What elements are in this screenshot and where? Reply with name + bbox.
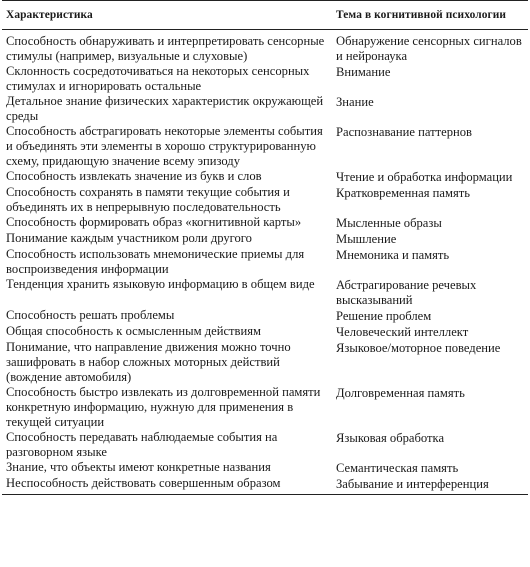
table-row: [2, 124, 528, 169]
cell-topic: Чтение и обработка информации: [336, 170, 513, 184]
header-row: [2, 1, 528, 30]
cell-topic: Мысленные образы: [336, 216, 442, 230]
table-row: [2, 30, 528, 65]
table-row: [2, 476, 528, 495]
cell-topic: Языковое/моторное поведение: [336, 341, 501, 355]
header-topic: Тема в когнитивной психологии: [332, 1, 528, 30]
cell-topic: Языковая обработка: [336, 431, 445, 445]
cell-characteristic: Способность передавать наблюдаемые события на разговорном языке: [6, 430, 278, 459]
cell-topic: Семантическая память: [336, 461, 459, 475]
table-row: [2, 185, 528, 215]
table-row: [2, 277, 528, 308]
cell-topic: Абстрагирование речевых высказываний: [336, 278, 477, 307]
table-row: [2, 385, 528, 430]
cell-characteristic: Способность извлекать значение из букв и слов: [6, 169, 262, 183]
cell-topic: Мышление: [336, 232, 397, 246]
table-row: [2, 64, 528, 94]
table-row: [2, 430, 528, 460]
cell-characteristic: Способность обнаруживать и интерпретировать сенсорные стимулы (например, визуальные и слуховые): [6, 34, 325, 63]
cell-characteristic: Способность формировать образ «когнитивной карты»: [6, 215, 302, 229]
cell-characteristic: Способность быстро извлекать из долговременной памяти конкретную информацию, нужную для применения в текущей ситуации: [6, 385, 321, 429]
cell-characteristic: Детальное знание физических характеристик окружающей среды: [6, 94, 324, 123]
cell-characteristic: Знание, что объекты имеют конкретные названия: [6, 460, 271, 474]
table-header: [2, 1, 528, 30]
cell-topic: Решение проблем: [336, 309, 432, 323]
cell-topic: Забывание и интерференция: [332, 476, 528, 495]
cell-characteristic: Способность абстрагировать некоторые элементы события и объединять эти элементы в хорошо структурированную схему, придающую значение всему эпизоду: [6, 124, 323, 168]
cell-characteristic: Склонность сосредоточиваться на некоторых сенсорных стимулах и игнорировать остальные: [6, 64, 310, 93]
table-row: [2, 169, 528, 185]
cell-topic: Знание: [336, 95, 374, 109]
cell-topic: Внимание: [336, 65, 391, 79]
cell-characteristic: Тенденция хранить языковую информацию в общем виде: [6, 277, 315, 291]
cell-characteristic: Неспособность действовать совершенным образом: [2, 476, 332, 495]
cell-characteristic: Понимание каждым участником роли другого: [6, 231, 252, 245]
table-row: [2, 340, 528, 385]
table-body: [2, 30, 528, 495]
cell-characteristic: Понимание, что направление движения можно точно зашифровать в набор сложных моторных действий (вождение автомобиля): [6, 340, 291, 384]
cell-topic: Кратковременная память: [336, 186, 470, 200]
table-row: [2, 215, 528, 231]
table-row: [2, 247, 528, 277]
cell-topic: Мнемоника и память: [336, 248, 450, 262]
table-row: [2, 94, 528, 124]
table-row: [2, 460, 528, 476]
table-row: [2, 231, 528, 247]
cell-characteristic: Способность использовать мнемонические приемы для воспроизведения информации: [6, 247, 305, 276]
characteristics-table: [2, 0, 528, 495]
cell-characteristic: Способность сохранять в памяти текущие события и объединять их в непрерывную последовательность: [6, 185, 290, 214]
table-row: [2, 324, 528, 340]
cell-topic: Долговременная память: [336, 386, 465, 400]
cell-topic: Распознавание паттернов: [336, 125, 472, 139]
cell-topic: Человеческий интеллект: [336, 325, 469, 339]
header-characteristic: Характеристика: [2, 1, 332, 30]
cell-characteristic: Общая способность к осмысленным действиям: [6, 324, 261, 338]
cell-topic: Обнаружение сенсорных сигналов и нейронаука: [336, 34, 522, 63]
table-row: [2, 308, 528, 324]
cell-characteristic: Способность решать проблемы: [6, 308, 175, 322]
